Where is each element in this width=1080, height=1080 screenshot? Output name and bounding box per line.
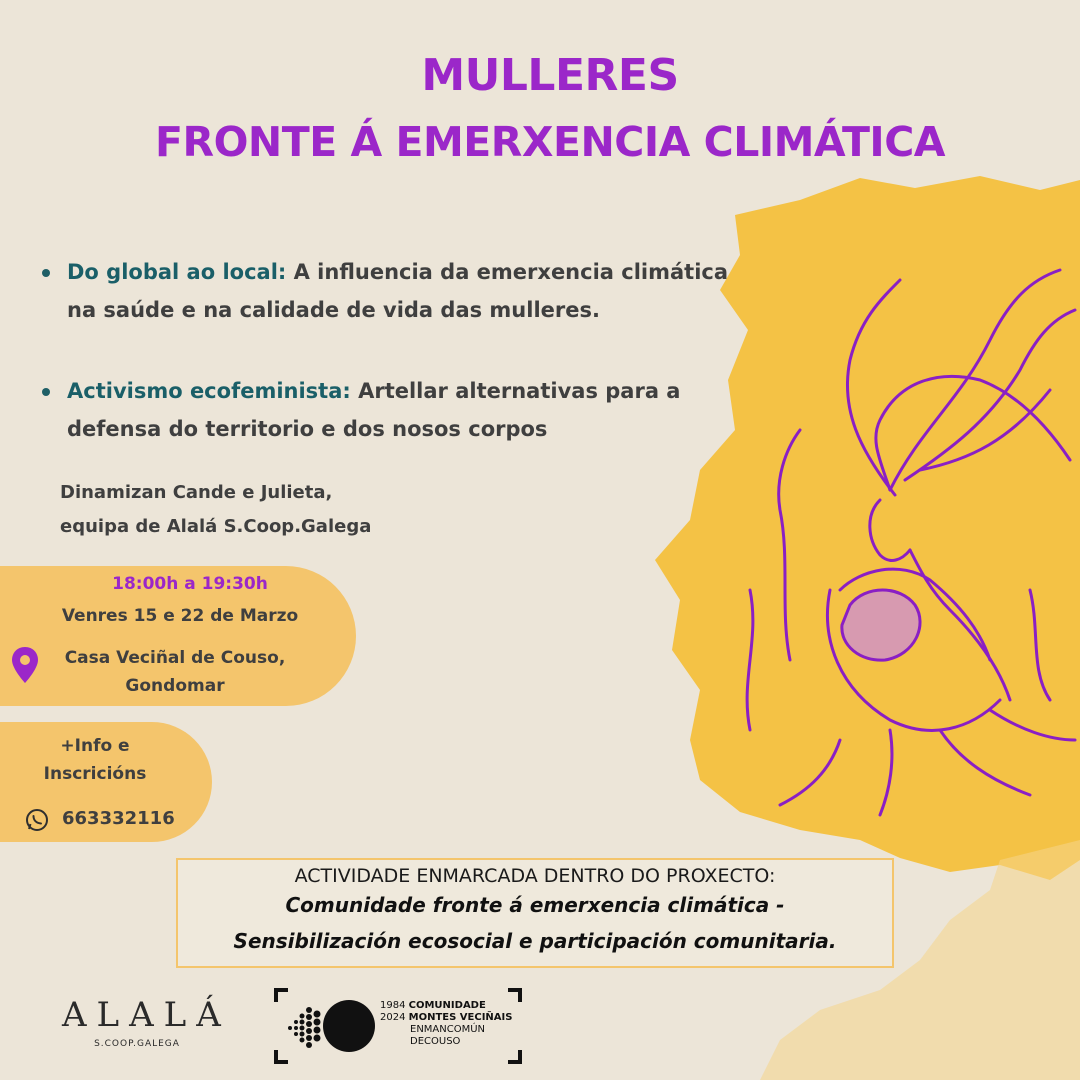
alala-logo-name: ALALÁ xyxy=(62,995,231,1035)
cmv-logo-text xyxy=(380,1000,512,1048)
info-label xyxy=(20,732,170,788)
cmv-line-4: DECOUSO xyxy=(410,1036,461,1047)
event-venue-line-1: Casa Veciñal de Couso, xyxy=(64,648,286,668)
bullet-text: Artellar alternativas para a defensa do territorio e dos nosos corpos xyxy=(67,379,681,441)
facilitators-line-2: equipa de Alalá S.Coop.Galega xyxy=(60,516,372,537)
bullet-dot xyxy=(42,269,50,277)
cmv-couso-logo xyxy=(274,988,522,1064)
location-pin-icon xyxy=(10,645,40,685)
project-name-line-1: Comunidade fronte á emerxencia climática - xyxy=(285,893,785,917)
bullet-dot xyxy=(42,388,50,396)
bullet-item-ecofeminism xyxy=(42,372,742,448)
facilitators xyxy=(60,476,371,544)
bullet-highlight: Activismo ecofeminista: xyxy=(67,379,351,403)
project-intro: ACTIVIDADE ENMARCADA DENTRO DO PROXECTO: xyxy=(294,865,776,887)
ecofeminist-illustration xyxy=(690,260,1080,820)
bullet-item-global-local xyxy=(42,253,742,329)
info-phone: 663332116 xyxy=(62,808,175,829)
cmv-line-3: ENMANCOMÚN xyxy=(410,1024,486,1035)
cmv-line-1: COMUNIDADE xyxy=(408,1000,486,1011)
facilitators-line-1: Dinamizan Cande e Julieta, xyxy=(60,482,333,503)
alala-logo-sub: S.COOP.GALEGA xyxy=(94,1039,180,1049)
cmv-line-2: MONTES VECIÑAIS xyxy=(408,1012,513,1023)
event-dates: Venres 15 e 22 de Marzo xyxy=(61,606,299,626)
info-label-line-2: Inscricións xyxy=(43,764,147,784)
bullet-highlight: Do global ao local: xyxy=(67,260,287,284)
info-label-line-1: +Info e xyxy=(60,736,130,756)
title-line-2: FRONTE Á EMERXENCIA CLIMÁTICA xyxy=(154,118,946,166)
event-time: 18:00h a 19:30h xyxy=(112,574,268,594)
project-name-line-2: Sensibilización ecosocial e participación comunitaria. xyxy=(233,929,837,953)
title-line-1: MULLERES xyxy=(421,50,679,101)
cmv-year-start: 1984 xyxy=(380,1000,406,1011)
cmv-year-end: 2024 xyxy=(380,1012,406,1023)
bullet-text: A influencia da emerxencia climática na saúde e na calidade de vida das mulleres. xyxy=(67,260,729,322)
project-box xyxy=(176,858,894,968)
alala-logo xyxy=(62,995,231,1049)
event-venue-line-2: Gondomar xyxy=(125,676,225,696)
whatsapp-icon xyxy=(25,808,49,832)
